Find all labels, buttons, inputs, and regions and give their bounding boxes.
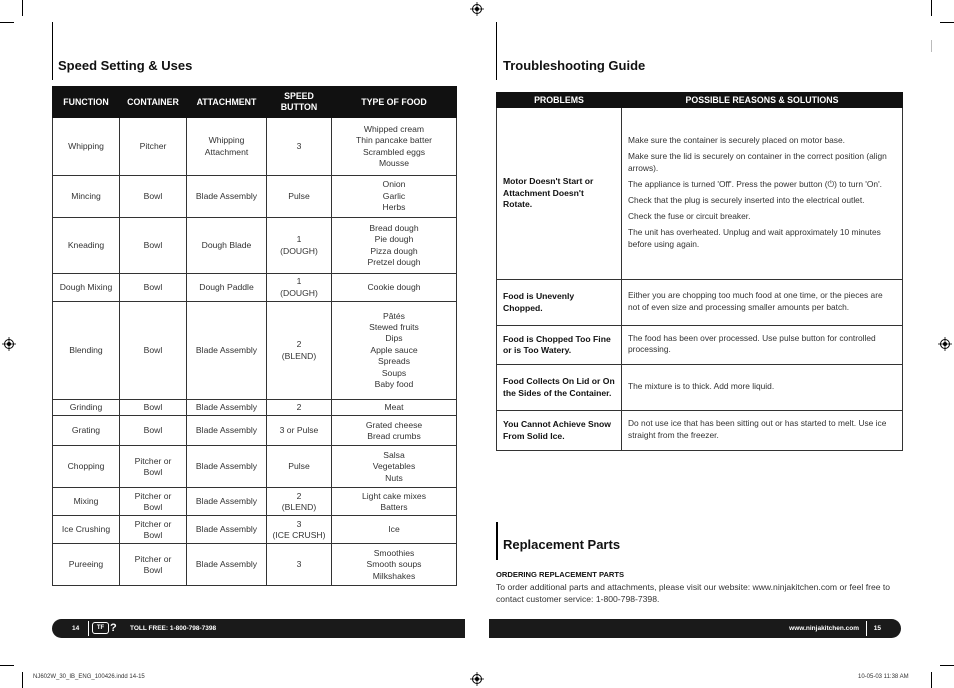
attachment-cell: Blade Assembly [187,400,267,416]
crop-mark [0,665,14,666]
speed-button-cell: Pulse [267,176,332,218]
speed-button-cell: 3 or Pulse [267,416,332,446]
solution-text: Do not use ice that has been sitting out or has started to melt. Use ice straight from the freezer. [628,418,887,440]
table-row [497,108,903,280]
column-header: PROBLEMS [497,93,622,108]
speed-button-cell: Pulse [267,446,332,488]
solution-text: Make sure the container is securely placed on motor base. [628,135,845,146]
troubleshooting-title: Troubleshooting Guide [503,58,646,73]
table-row [53,118,457,176]
question-icon: ? [110,622,117,634]
registration-mark-icon [938,337,952,351]
divider [931,40,932,52]
attachment-cell: Blade Assembly [187,176,267,218]
section-accent-line [52,22,53,80]
solution-text: Check the fuse or circuit breaker. [628,211,751,222]
container-cell: Pitcher or Bowl [120,446,187,488]
food-type-cell: Light cake mixes Batters [332,488,457,516]
website-url: www.ninjakitchen.com [789,625,859,632]
container-cell: Bowl [120,400,187,416]
phone-icon: TF [92,622,109,634]
toll-free-number: TOLL FREE: 1-800-798-7398 [130,625,217,632]
column-header: CONTAINER [120,87,187,118]
container-cell: Pitcher or Bowl [120,544,187,586]
container-cell: Bowl [120,416,187,446]
column-header: FUNCTION [53,87,120,118]
crop-mark [940,22,954,23]
speed-button-cell: 3 (ICE CRUSH) [267,516,332,544]
page-number-left: 14 [72,625,80,632]
table-row [497,411,903,450]
speed-button-cell: 1 (DOUGH) [267,274,332,302]
speed-button-cell: 3 [267,544,332,586]
container-cell: Pitcher or Bowl [120,516,187,544]
solution-text: The appliance is turned 'Off'. Press the power button (⏻) to turn 'On'. [628,178,883,189]
function-cell: Blending [53,302,120,400]
function-cell: Dough Mixing [53,274,120,302]
table-row [53,274,457,302]
function-cell: Ice Crushing [53,516,120,544]
crop-mark [22,672,23,688]
problem-cell: You Cannot Achieve Snow From Solid Ice. [497,411,622,450]
table-row [53,516,457,544]
table-row [53,218,457,274]
registration-mark-icon [470,672,484,686]
container-cell: Pitcher [120,118,187,176]
food-type-cell: Whipped cream Thin pancake batter Scrambled eggs Mousse [332,118,457,176]
problem-cell: Food Collects On Lid or On the Sides of the Container. [497,365,622,411]
table-row [497,326,903,365]
attachment-cell: Dough Paddle [187,274,267,302]
table-row [53,446,457,488]
table-row [497,365,903,411]
container-cell: Bowl [120,218,187,274]
solution-cell [622,365,903,411]
speed-button-cell: 2 (BLEND) [267,488,332,516]
solution-cell [622,108,903,280]
table-header-row [497,93,903,108]
solution-text: Make sure the lid is securely on container in the correct position (align arrows). [628,151,887,173]
food-type-cell: Pâtés Stewed fruits Dips Apple sauce Spreads Soups Baby food [332,302,457,400]
food-type-cell: Smoothies Smooth soups Milkshakes [332,544,457,586]
speed-button-cell: 2 (BLEND) [267,302,332,400]
table-row [53,544,457,586]
food-type-cell: Onion Garlic Herbs [332,176,457,218]
function-cell: Grating [53,416,120,446]
crop-mark [940,665,954,666]
food-type-cell: Meat [332,400,457,416]
food-type-cell: Cookie dough [332,274,457,302]
attachment-cell: Blade Assembly [187,516,267,544]
function-cell: Grinding [53,400,120,416]
solution-text: The food has been over processed. Use pulse button for controlled processing. [628,333,876,355]
problem-cell: Food is Unevenly Chopped. [497,280,622,326]
attachment-cell: Whipping Attachment [187,118,267,176]
ordering-body-text: To order additional parts and attachments, please visit our website: www.ninjakitchen.com or feel free to contact customer service: 1-800-798-7398. [496,582,891,604]
table-row [53,416,457,446]
attachment-cell: Blade Assembly [187,446,267,488]
solution-cell [622,326,903,365]
solution-text: Either you are chopping too much food at one time, or the pieces are not of even size and processing smaller amounts per batch. [628,290,883,312]
column-header: TYPE OF FOOD [332,87,457,118]
container-cell: Bowl [120,302,187,400]
function-cell: Chopping [53,446,120,488]
table-row [53,176,457,218]
column-header: POSSIBLE REASONS & SOLUTIONS [622,93,903,108]
footer-bar-right [489,619,901,638]
column-header: SPEED BUTTON [267,87,332,118]
problem-cell: Food is Chopped Too Fine or is Too Watery. [497,326,622,365]
speed-button-cell: 3 [267,118,332,176]
function-cell: Kneading [53,218,120,274]
container-cell: Bowl [120,176,187,218]
crop-mark [0,22,14,23]
ordering-subheading: ORDERING REPLACEMENT PARTS [496,570,625,579]
solution-cell [622,411,903,450]
food-type-cell: Ice [332,516,457,544]
solution-text: The mixture is to thick. Add more liquid. [628,381,775,392]
attachment-cell: Blade Assembly [187,544,267,586]
food-type-cell: Bread dough Pie dough Pizza dough Pretzel dough [332,218,457,274]
attachment-cell: Dough Blade [187,218,267,274]
speed-settings-title: Speed Setting & Uses [58,58,193,73]
date-slug: 10-05-03 11:38 AM [858,674,909,680]
container-cell: Bowl [120,274,187,302]
container-cell: Pitcher or Bowl [120,488,187,516]
attachment-cell: Blade Assembly [187,416,267,446]
page-number-right: 15 [873,625,881,632]
crop-mark [931,0,932,16]
registration-mark-icon [2,337,16,351]
column-header: ATTACHMENT [187,87,267,118]
food-type-cell: Grated cheese Bread crumbs [332,416,457,446]
table-row [53,302,457,400]
crop-mark [22,0,23,16]
food-type-cell: Salsa Vegetables Nuts [332,446,457,488]
problem-cell: Motor Doesn't Start or Attachment Doesn't Rotate. [497,108,622,280]
function-cell: Pureeing [53,544,120,586]
attachment-cell: Blade Assembly [187,488,267,516]
table-row [497,280,903,326]
function-cell: Mixing [53,488,120,516]
function-cell: Mincing [53,176,120,218]
table-row [53,400,457,416]
solution-cell [622,280,903,326]
table-row [53,488,457,516]
speed-button-cell: 1 (DOUGH) [267,218,332,274]
function-cell: Whipping [53,118,120,176]
solution-text: The unit has overheated. Unplug and wait approximately 10 minutes before using again. [628,227,881,249]
section-accent-line [496,522,498,560]
registration-mark-icon [470,2,484,16]
section-accent-line [496,22,497,80]
speed-button-cell: 2 [267,400,332,416]
troubleshooting-table [496,92,903,451]
solution-text: Check that the plug is securely inserted into the electrical outlet. [628,195,865,205]
attachment-cell: Blade Assembly [187,302,267,400]
crop-mark [931,672,932,688]
table-header-row [53,87,457,118]
speed-settings-table [52,86,457,586]
file-slug: NJ602W_30_IB_ENG_100426.indd 14-15 [33,674,145,680]
footer-bar-left [52,619,465,638]
replacement-parts-title: Replacement Parts [503,537,621,552]
